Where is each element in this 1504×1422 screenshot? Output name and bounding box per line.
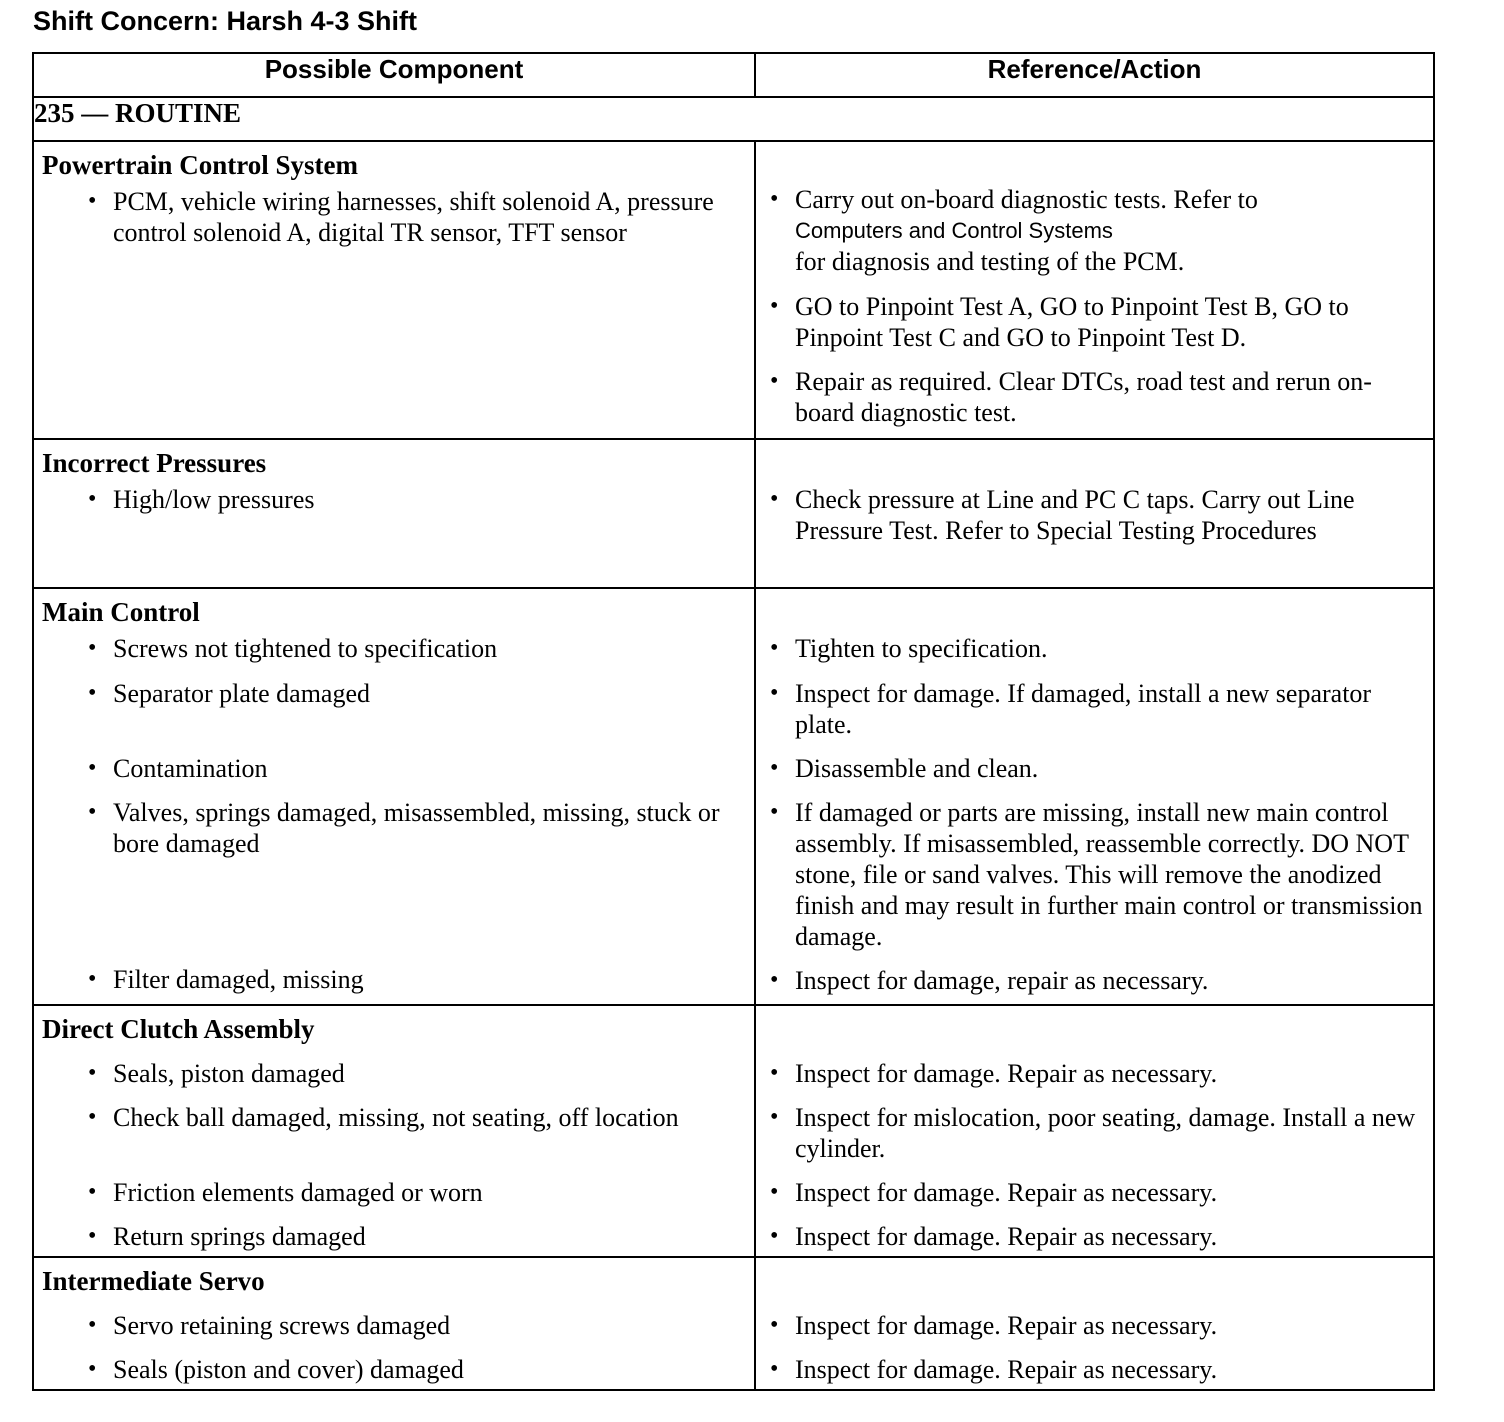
action-cell — [755, 1257, 1434, 1390]
list-item: • Check ball damaged, missing, not seating, off location — [88, 1103, 679, 1132]
list-item: • If damaged or parts are missing, install new main control assembly. If misassembled, reassemble correctly. DO NOT stone, file or sand valves. This will remove the anodized finish and may result in further main control or transmission damage. — [770, 798, 1423, 951]
bullet-icon: • — [770, 967, 779, 993]
group-title: Main Control — [42, 597, 200, 627]
list-item: • Carry out on-board diagnostic tests. Refer to Computers and Control Systems for diagnosis and testing of the PCM. — [756, 184, 1433, 277]
list-item: • Repair as required. Clear DTCs, road test and rerun on-board diagnostic test. — [770, 367, 1372, 427]
bullet-icon: • — [770, 1312, 779, 1338]
page-title: Shift Concern: Harsh 4-3 Shift — [33, 6, 418, 36]
group-row-direct-clutch — [33, 1005, 1434, 1257]
bullet-icon: • — [88, 1104, 97, 1130]
list-item: • Inspect for damage. Repair as necessary. — [770, 1178, 1218, 1207]
list-item: • Inspect for damage. If damaged, install a new separator plate. — [770, 679, 1372, 739]
action-cell — [755, 588, 1434, 1005]
bullet-icon: • — [770, 1179, 779, 1205]
routine-row — [33, 97, 1434, 141]
bullet-icon: • — [88, 1223, 97, 1249]
header-possible-component: Possible Component — [33, 53, 755, 97]
bullet-icon: • — [88, 635, 97, 661]
bullet-icon: • — [770, 486, 779, 512]
list-item: • High/low pressures — [88, 485, 315, 514]
list-item: • Inspect for damage. Repair as necessary. — [770, 1222, 1218, 1251]
action-cell — [755, 1005, 1434, 1257]
bullet-icon: • — [88, 755, 97, 781]
bullet-icon: • — [88, 1312, 97, 1338]
bullet-icon: • — [770, 1356, 779, 1382]
list-item: • Check pressure at Line and PC C taps. Carry out Line Pressure Test. Refer to Special Testing Procedures — [770, 485, 1355, 545]
list-item: • Filter damaged, missing — [88, 965, 364, 994]
reference-link: Computers and Control Systems — [795, 218, 1113, 243]
group-title: Direct Clutch Assembly — [42, 1014, 315, 1044]
bullet-icon: • — [88, 1356, 97, 1382]
bullet-icon: • — [770, 680, 779, 706]
component-cell — [33, 1005, 755, 1257]
bullet-icon: • — [770, 1104, 779, 1130]
list-item: • Inspect for damage. Repair as necessary. — [770, 1355, 1218, 1384]
group-row-incorrect-pressures — [33, 439, 1434, 588]
bullet-icon: • — [88, 1179, 97, 1205]
bullet-icon: • — [770, 635, 779, 661]
bullet-icon: • — [770, 186, 779, 212]
list-item: • Screws not tightened to specification — [88, 634, 498, 663]
list-item: • Servo retaining screws damaged — [88, 1311, 451, 1340]
group-title: Powertrain Control System — [42, 150, 358, 180]
component-cell — [33, 588, 755, 1005]
list-item: • Seals (piston and cover) damaged — [88, 1355, 464, 1384]
list-item: • Inspect for damage. Repair as necessary. — [770, 1059, 1218, 1088]
bullet-icon: • — [770, 1223, 779, 1249]
bullet-icon: • — [88, 799, 97, 825]
header-reference-action: Reference/Action — [755, 53, 1434, 97]
action-cell — [755, 141, 1434, 439]
list-item: • Separator plate damaged — [88, 679, 370, 708]
list-item: • Tighten to specification. — [770, 634, 1048, 663]
bullet-icon: • — [770, 755, 779, 781]
component-cell — [33, 141, 755, 439]
bullet-icon: • — [770, 1060, 779, 1086]
shift-concern-table — [32, 52, 1435, 1391]
action-cell — [755, 439, 1434, 588]
bullet-icon: • — [88, 486, 97, 512]
group-title: Intermediate Servo — [42, 1266, 265, 1296]
group-row-powertrain — [33, 141, 1434, 439]
list-item: • Inspect for damage. Repair as necessary. — [770, 1311, 1218, 1340]
list-item: • Inspect for mislocation, poor seating, damage. Install a new cylinder. — [770, 1103, 1416, 1163]
group-title: Incorrect Pressures — [42, 448, 267, 478]
list-item: • Disassemble and clean. — [770, 754, 1039, 783]
list-item: • Return springs damaged — [88, 1222, 366, 1251]
list-item: • Seals, piston damaged — [88, 1059, 345, 1088]
list-item: • Contamination — [88, 754, 268, 783]
list-item: • Inspect for damage, repair as necessary. — [770, 966, 1209, 995]
bullet-icon: • — [88, 680, 97, 706]
bullet-icon: • — [88, 1060, 97, 1086]
bullet-icon: • — [770, 799, 779, 825]
list-item: • PCM, vehicle wiring harnesses, shift solenoid A, pressure control solenoid A, digital TR sensor, TFT sensor — [88, 187, 714, 247]
routine-section-label: 235 — ROUTINE — [33, 97, 1434, 141]
list-item: • Friction elements damaged or worn — [88, 1178, 483, 1207]
group-row-intermediate-servo — [33, 1257, 1434, 1390]
bullet-icon: • — [770, 293, 779, 319]
component-cell — [33, 439, 755, 588]
table-header-row — [33, 53, 1434, 97]
group-row-main-control — [33, 588, 1434, 1005]
bullet-icon: • — [88, 188, 97, 214]
bullet-icon: • — [770, 368, 779, 394]
component-cell — [33, 1257, 755, 1390]
list-item: • Valves, springs damaged, misassembled, missing, stuck or bore damaged — [88, 798, 720, 858]
list-item: • GO to Pinpoint Test A, GO to Pinpoint Test B, GO to Pinpoint Test C and GO to Pinpoint Test D. — [770, 292, 1349, 352]
bullet-icon: • — [88, 966, 97, 992]
